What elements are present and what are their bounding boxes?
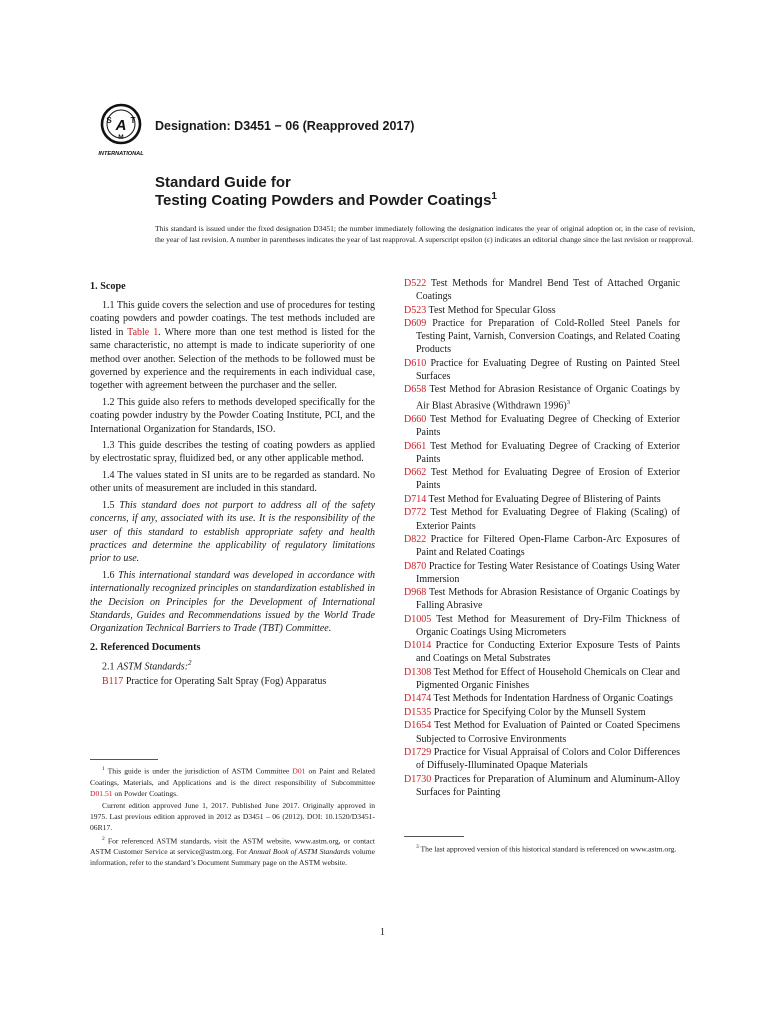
reference-title: Test Method for Evaluation of Painted or Coated Specimens Subjected to Corrosive Environments <box>416 720 680 745</box>
reference-item <box>404 613 680 639</box>
reference-code-link[interactable]: D1730 <box>404 773 432 785</box>
sub-footnote-mark: 2 <box>188 658 192 667</box>
scope-1-6-text: This international standard was developed in accordance with internationally recognized principles on standardization established in the Decision on Principles for the Development of International Standards, Guides and Recommendations issued by the World Trade Organization Technical Barriers to Trade (TBT) Committee. <box>90 569 375 635</box>
reference-item <box>404 413 680 439</box>
reference-code-link[interactable]: D658 <box>404 384 427 396</box>
title-footnote-mark: 1 <box>491 191 497 202</box>
svg-text:S: S <box>106 116 112 125</box>
footnote-2 <box>90 834 375 869</box>
title-text: Testing Coating Powders and Powder Coatings <box>155 192 492 209</box>
reference-item <box>404 304 680 317</box>
scope-1-6 <box>90 569 375 636</box>
footnote-3 <box>404 842 680 855</box>
reference-code-link[interactable]: D1729 <box>404 747 432 759</box>
reference-item <box>404 357 680 383</box>
footnote-1-edition: Current edition approved June 1, 2017. Published June 2017. Originally approved in 1975. Last previous edition approved in 2012 as D3451 – 06 (2012). DOI: 10.1520/D3451-06R17. <box>90 800 375 832</box>
reference-code-link[interactable]: D660 <box>404 414 427 426</box>
fn3-text: The last approved version of this historical standard is referenced on www.astm.org. <box>418 844 677 854</box>
designation: Designation: D3451 − 06 (Reapproved 2017) <box>155 119 415 133</box>
reference-title: Test Method for Evaluating Degree of Cracking of Exterior Paints <box>416 440 680 465</box>
committee-link[interactable]: D01 <box>292 766 306 776</box>
title-line-1: Standard Guide for <box>155 174 291 191</box>
reference-title: Test Method for Abrasion Resistance of Organic Coatings by Air Blast Abrasive (Withdrawn 1996) <box>416 384 680 412</box>
title-block <box>155 174 695 210</box>
reference-item <box>404 773 680 799</box>
scope-1-6-num: 1.6 <box>102 569 119 581</box>
reference-item <box>404 493 680 506</box>
fn3-mark: 3 <box>416 844 419 850</box>
scope-1-1-text-b: . Where more than one test method is listed for the same characteristic, no attempt is made to indicate superiority of one method over another. Selection of the methods to be followed must be governed by experience and the requirements in each individual case, together with agreement between the purchaser and the seller. <box>90 326 375 392</box>
sub-text: ASTM Standards: <box>117 661 189 673</box>
scope-1-1-text-a: 1.1 This guide covers the selection and use of procedures for testing coating powders and powder coatings. The test methods included are listed in <box>90 300 375 338</box>
reference-title: Practice for Filtered Open-Flame Carbon-Arc Exposures of Paint and Related Coatings <box>416 534 680 559</box>
reference-code-link[interactable]: D714 <box>404 493 427 505</box>
reference-item <box>404 586 680 612</box>
reference-title: Test Methods for Abrasion Resistance of Organic Coatings by Falling Abrasive <box>416 587 680 612</box>
reference-code-link[interactable]: D1005 <box>404 613 432 625</box>
fn1-text-b: on Paint and Related Coatings, Materials, and Applications and is the direct responsibility of Subcommittee <box>90 766 375 787</box>
reference-footnote-mark: 3 <box>566 399 570 407</box>
subcommittee-link[interactable]: D01.51 <box>90 788 113 798</box>
reference-title: Practice for Specifying Color by the Munsell System <box>431 706 646 718</box>
sub-num: 2.1 <box>102 661 117 673</box>
reference-item <box>404 440 680 466</box>
scope-1-2: 1.2 This guide also refers to methods developed specifically for the coating powder industry by the Powder Coating Institute, PCI, and the International Organization for Standards, ISO. <box>90 396 375 435</box>
reference-code-link[interactable]: D1014 <box>404 640 432 652</box>
astm-logo <box>90 100 152 158</box>
fn2-mark: 2 <box>102 835 105 842</box>
reference-item <box>404 639 680 665</box>
reference-item <box>404 506 680 532</box>
reference-item <box>404 317 680 356</box>
scope-heading: 1. Scope <box>90 281 126 292</box>
reference-title: Practice for Visual Appraisal of Colors and Color Differences of Diffusely-Illuminated Opaque Materials <box>416 747 680 772</box>
reference-title: Test Method for Measurement of Dry-Film Thickness of Organic Coatings Using Micrometers <box>416 613 680 638</box>
reference-title: Practice for Evaluating Degree of Rusting on Painted Steel Surfaces <box>416 357 680 382</box>
reference-title: Test Methods for Mandrel Bend Test of Attached Organic Coatings <box>416 278 680 303</box>
scope-1-5-num: 1.5 <box>102 499 120 511</box>
reference-code-link[interactable]: D522 <box>404 278 427 289</box>
reference-code-link[interactable]: D1474 <box>404 693 432 705</box>
ref-b117 <box>102 675 375 688</box>
reference-item <box>404 692 680 705</box>
fn1-text-c: on Powder Coatings. <box>112 788 178 798</box>
footnote-rule-left <box>90 759 158 760</box>
fn1-mark: 1 <box>102 766 105 772</box>
reference-code-link[interactable]: D523 <box>404 304 427 316</box>
scope-1-5 <box>90 499 375 566</box>
scope-1-5-text: This standard does not purport to address all of the safety concerns, if any, associated with its use. It is the responsibility of the user of this standard to establish appropriate safety and health practices and determine the applicability of regulatory limitations prior to use. <box>90 499 376 565</box>
reference-title: Test Method for Specular Gloss <box>426 304 556 316</box>
reference-code-link[interactable]: D822 <box>404 534 427 546</box>
reference-code-link[interactable]: D772 <box>404 507 427 519</box>
reference-code-link[interactable]: D1308 <box>404 666 432 678</box>
reference-code-link[interactable]: D1535 <box>404 706 432 718</box>
refdocs-heading: 2. Referenced Documents <box>90 641 201 653</box>
svg-text:T: T <box>130 116 136 125</box>
scope-1-4: 1.4 The values stated in SI units are to be regarded as standard. No other units of measurement are included in this standard. <box>90 469 375 495</box>
ref-title: Practice for Operating Salt Spray (Fog) Apparatus <box>123 676 327 688</box>
reference-title: Practice for Conducting Exterior Exposure Tests of Paints and Coatings on Metal Substrates <box>416 640 680 665</box>
reference-code-link[interactable]: D662 <box>404 467 427 479</box>
reference-title: Test Method for Effect of Household Chemicals on Clear and Pigmented Organic Finishes <box>416 666 680 691</box>
table-1-link[interactable]: Table 1 <box>127 326 159 338</box>
reference-code-link[interactable]: D870 <box>404 560 427 572</box>
reference-code-link[interactable]: D610 <box>404 357 427 369</box>
reference-item <box>404 466 680 492</box>
reference-title: Test Method for Evaluating Degree of Flaking (Scaling) of Exterior Paints <box>416 507 680 532</box>
reference-item <box>404 533 680 559</box>
reference-title: Practice for Preparation of Cold-Rolled Steel Panels for Testing Paint, Varnish, Conversion Coatings, and Related Coating Products <box>416 318 680 356</box>
fn2-text-a: For referenced ASTM standards, visit the ASTM website, www.astm.org, or contact ASTM Customer Service at service@astm.org. For <box>90 836 375 857</box>
reference-item <box>404 706 680 719</box>
reference-item <box>404 746 680 772</box>
reference-title: Test Method for Evaluating Degree of Checking of Exterior Paints <box>416 414 680 439</box>
footnotes-left <box>90 764 375 869</box>
reference-item <box>404 719 680 745</box>
page-number: 1 <box>380 927 385 938</box>
astm-standards-subheading <box>102 657 375 673</box>
reference-code-link[interactable]: D968 <box>404 587 427 599</box>
logo-caption: INTERNATIONAL <box>98 151 144 157</box>
fn2-text-ital: Annual Book of ASTM Standards <box>248 847 351 857</box>
fn2-text-b: volume information, refer to the standard’s Document Summary page on the ASTM website. <box>90 847 376 868</box>
footnote-rule-right <box>404 836 464 837</box>
right-column <box>404 277 680 799</box>
reference-item <box>404 277 680 303</box>
scope-1-3: 1.3 This guide describes the testing of coating powders as applied by electrostatic spray, fluidized bed, or any other applicable method. <box>90 440 375 465</box>
reference-item <box>404 666 680 692</box>
reference-code-link[interactable]: D1654 <box>404 720 432 732</box>
issuance-note: This standard is issued under the fixed designation D3451; the number immediately following the designation indicates the year of original adoption or, in the case of revision, the year of last revision. A number in parentheses indicates the year of last reapproval. A superscript epsilon (ε) indicates an editorial change since the last revision or reapproval. <box>155 224 695 244</box>
fn1-text-a: This guide is under the jurisdiction of ASTM Committee <box>104 766 293 776</box>
reference-title: Practices for Preparation of Aluminum and Aluminum-Alloy Surfaces for Painting <box>416 773 680 798</box>
svg-text:M: M <box>118 134 124 141</box>
left-column <box>90 280 375 688</box>
reference-title: Test Method for Evaluating Degree of Blistering of Paints <box>426 493 661 505</box>
reference-title: Practice for Testing Water Resistance of Coatings Using Water Immersion <box>416 560 680 585</box>
ref-code-link[interactable]: B117 <box>102 676 124 688</box>
title-line-2 <box>155 192 695 210</box>
footnotes-right <box>404 842 680 856</box>
reference-title: Test Methods for Indentation Hardness of Organic Coatings <box>431 693 673 705</box>
scope-1-1 <box>90 299 375 393</box>
reference-item <box>404 383 680 413</box>
reference-code-link[interactable]: D609 <box>404 318 427 330</box>
reference-title: Test Method for Evaluating Degree of Erosion of Exterior Paints <box>416 467 680 492</box>
reference-item <box>404 560 680 586</box>
svg-text:A: A <box>115 117 127 134</box>
reference-code-link[interactable]: D661 <box>404 440 427 452</box>
footnote-1 <box>90 764 375 799</box>
